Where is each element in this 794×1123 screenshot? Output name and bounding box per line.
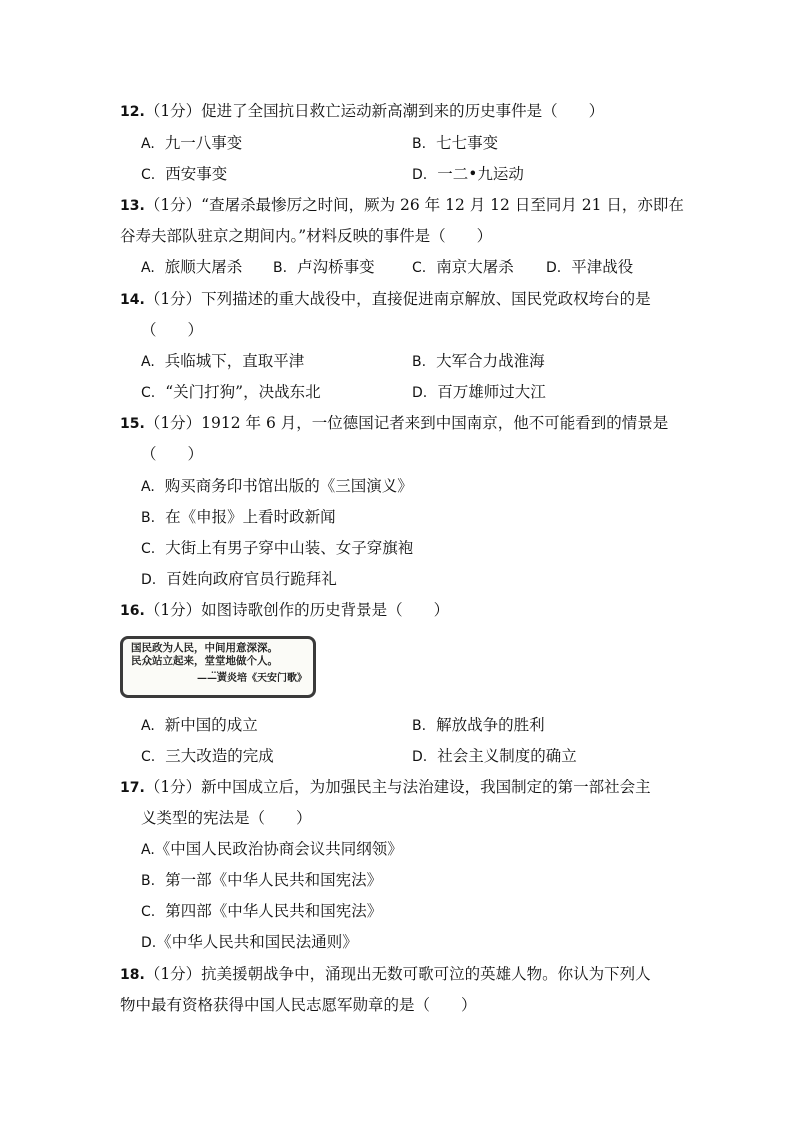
option-a: A.《中国人民政治协商会议共同纲领》 (141, 840, 403, 858)
option-c: C. “关门打狗”，决战东北 (141, 383, 321, 401)
option-c: C. 南京大屠杀 (412, 258, 514, 276)
option-d: D. 平津战役 (546, 258, 634, 276)
option-c: C. 大街上有男子穿中山装、女子穿旗袍 (141, 539, 414, 557)
option-c: C. 三大改造的完成 (141, 747, 274, 765)
question-15-stem: 15.（1分）1912 年 6 月，一位德国记者来到中国南京，他不可能看到的情景是 (120, 414, 669, 432)
question-number: 18. (120, 967, 145, 983)
poem-line: 民众站立起来，堂堂地做个人。 (131, 654, 278, 667)
question-17-stem-cont: 义类型的宪法是（ ） (141, 809, 312, 827)
option-d: D.《中华人民共和国民法通则》 (141, 933, 358, 951)
option-a: A. 兵临城下，直取平津 (141, 352, 305, 370)
option-b: B. 大军合力战淮海 (412, 352, 545, 370)
option-b: B. 七七事变 (412, 134, 499, 152)
question-14-stem-cont: （ ） (141, 321, 204, 339)
question-13-stem: 13.（1分）“查屠杀最惨厉之时间，厥为 26 年 12 月 12 日至同月 21 日，亦即在 (120, 196, 684, 214)
option-c: C. 第四部《中华人民共和国宪法》 (141, 902, 383, 920)
option-d: D. 社会主义制度的确立 (412, 747, 577, 765)
question-number: 16. (120, 603, 145, 619)
poem-image (120, 636, 316, 698)
option-a: A. 九一八事变 (141, 134, 243, 152)
question-18-stem-cont: 物中最有资格获得中国人民志愿军勋章的是（ ） (120, 996, 477, 1014)
option-b: B. 卢沟桥事变 (273, 258, 375, 276)
question-number: 12. (120, 104, 145, 120)
question-number: 17. (120, 780, 145, 796)
poem-line: 国民政为人民，中间用意深深。 (131, 642, 278, 654)
option-d: D. 一二•九运动 (412, 165, 524, 183)
option-a: A. 购买商务印书馆出版的《三国演义》 (141, 477, 413, 495)
option-c: C. 西安事变 (141, 165, 228, 183)
question-number: 13. (120, 198, 145, 214)
question-13-stem-cont: 谷寿夫部队驻京之期间内。”材料反映的事件是（ ） (120, 227, 493, 245)
option-d: D. 百万雄师过大江 (412, 383, 546, 401)
question-14-stem: 14.（1分）下列描述的重大战役中，直接促进南京解放、国民党政权垮台的是 (120, 290, 651, 308)
option-b: B. 第一部《中华人民共和国宪法》 (141, 871, 383, 889)
option-b: B. 解放战争的胜利 (412, 716, 545, 734)
question-number: 14. (120, 292, 145, 308)
question-16-stem: 16.（1分）如图诗歌创作的历史背景是（ ） (120, 601, 450, 619)
option-a: A. 新中国的成立 (141, 716, 258, 734)
question-18-stem: 18.（1分）抗美援朝战争中，涌现出无数可歌可泣的英雄人物。你认为下列人 (120, 965, 651, 983)
question-number: 15. (120, 416, 145, 432)
option-b: B. 在《申报》上看时政新闻 (141, 508, 336, 526)
poem-ellipsis: …… (211, 665, 227, 675)
poem-source: ——黄炎培《天安门歌》 (197, 673, 307, 684)
question-12-stem: 12.（1分）促进了全国抗日救亡运动新高潮到来的历史事件是（ ） (120, 102, 605, 120)
question-15-stem-cont: （ ） (141, 445, 204, 463)
option-d: D. 百姓向政府官员行跪拜礼 (141, 570, 337, 588)
question-17-stem: 17.（1分）新中国成立后，为加强民主与法治建设，我国制定的第一部社会主 (120, 778, 651, 796)
option-a: A. 旅顺大屠杀 (141, 258, 243, 276)
